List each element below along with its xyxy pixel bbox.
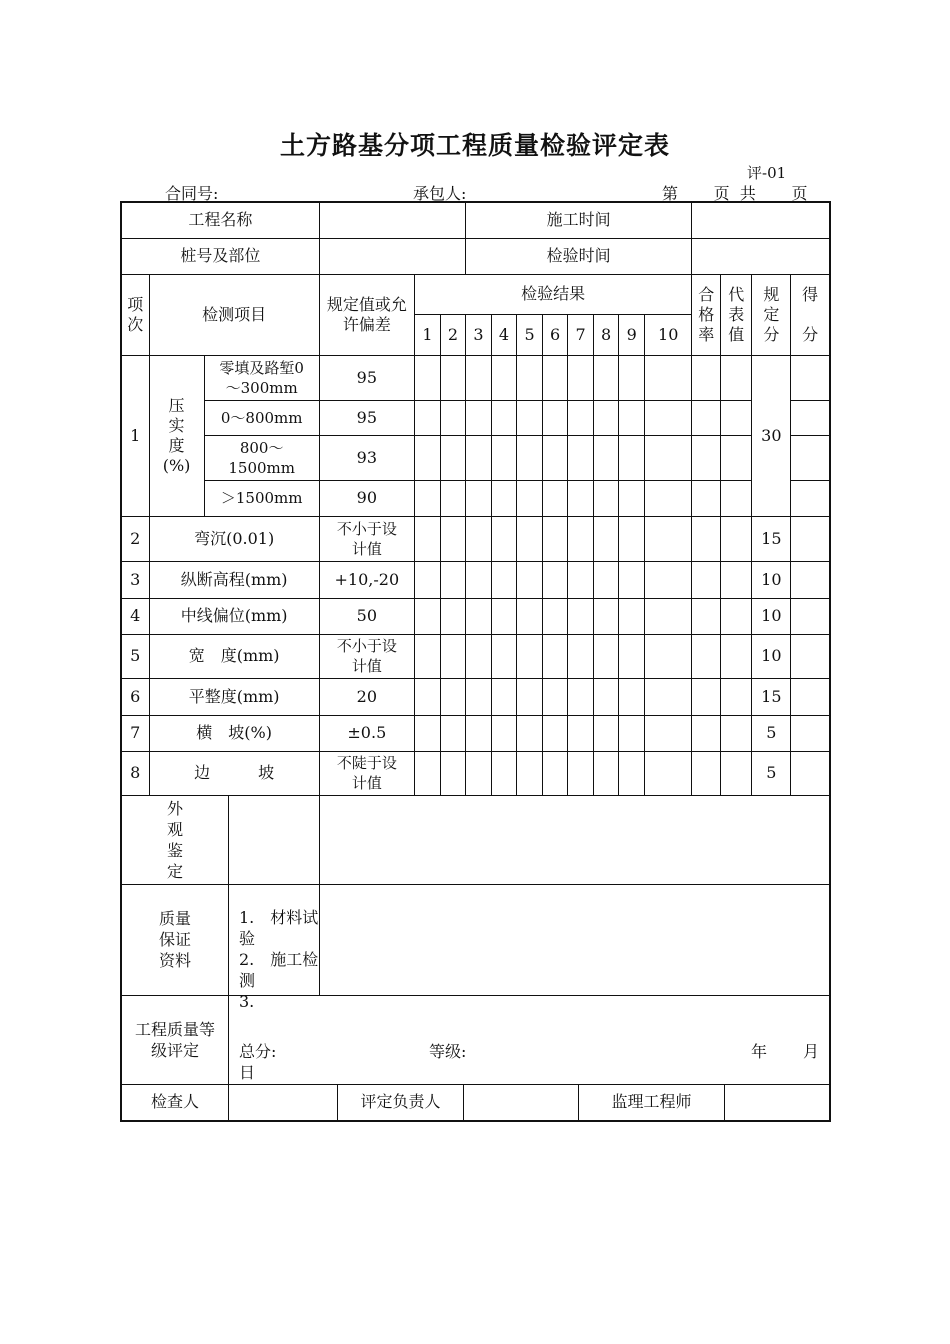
month-label: 月 [803, 1041, 820, 1061]
score-cell[interactable] [791, 751, 830, 795]
compaction-item-2: 0～800mm [204, 400, 319, 435]
result-cell[interactable] [517, 480, 543, 516]
result-cell[interactable] [645, 435, 692, 480]
result-cell[interactable] [517, 516, 543, 561]
result-cell[interactable] [465, 355, 491, 400]
result-cell[interactable] [492, 598, 517, 634]
compaction-item-1: 零填及路堑0～300mm [204, 355, 319, 400]
item-name-4: 中线偏位(mm) [149, 598, 319, 634]
result-col-10: 10 [645, 315, 692, 356]
quality-docs-list-start [228, 885, 319, 1011]
item-spec-8: 不陡于设计值 [319, 751, 414, 795]
item-name-5: 宽 度(mm) [149, 634, 319, 678]
result-cell[interactable] [543, 516, 568, 561]
inspector-value[interactable] [228, 1085, 337, 1120]
item-score-4: 10 [752, 598, 791, 634]
responsible-label: 评定负责人 [337, 1085, 463, 1120]
rep-value-cell[interactable] [721, 516, 752, 561]
result-cell[interactable] [440, 751, 465, 795]
result-cell[interactable] [543, 598, 568, 634]
result-cell[interactable] [517, 561, 543, 598]
item-name-8: 边 坡 [149, 751, 319, 795]
result-cell[interactable] [568, 678, 594, 715]
result-col-6: 6 [543, 315, 568, 356]
rep-value-cell[interactable] [721, 678, 752, 715]
result-cell[interactable] [619, 400, 645, 435]
result-col-7: 7 [568, 315, 594, 356]
day-label: 日 [239, 1062, 256, 1082]
evaluation-table [120, 201, 831, 1122]
result-cell[interactable] [543, 435, 568, 480]
result-cell[interactable] [517, 751, 543, 795]
pass-rate-cell[interactable] [692, 400, 721, 435]
result-cell[interactable] [414, 598, 440, 634]
station-part-label: 桩号及部位 [121, 238, 319, 274]
page-ye2: 页 [791, 184, 808, 203]
result-cell[interactable] [440, 435, 465, 480]
item-score-2: 15 [752, 516, 791, 561]
result-cell[interactable] [414, 678, 440, 715]
item-spec-5: 不小于设计值 [319, 634, 414, 678]
result-col-2: 2 [440, 315, 465, 356]
result-cell[interactable] [594, 678, 619, 715]
result-cell[interactable] [594, 355, 619, 400]
col-score: 得分 [791, 274, 830, 355]
inspector-label: 检查人 [150, 1092, 199, 1111]
appearance-label-cell [121, 795, 319, 884]
pass-rate-cell[interactable] [692, 715, 721, 751]
inspection-time-label: 检验时间 [465, 238, 691, 274]
result-cell[interactable] [517, 435, 543, 480]
result-cell[interactable] [440, 634, 465, 678]
result-cell[interactable] [568, 435, 594, 480]
result-cell[interactable] [414, 480, 440, 516]
result-cell[interactable] [619, 355, 645, 400]
result-cell[interactable] [645, 678, 692, 715]
grading-area[interactable] [228, 996, 829, 1084]
col-spec: 规定值或允许偏差 [319, 274, 414, 355]
result-cell[interactable] [568, 400, 594, 435]
item-no-7: 7 [121, 715, 149, 751]
col-rep-value: 代表值 [721, 274, 752, 355]
result-cell[interactable] [645, 400, 692, 435]
total-score-label: 总分: [239, 1041, 277, 1061]
item-spec-3: +10,-20 [319, 561, 414, 598]
construction-time-label: 施工时间 [465, 202, 691, 238]
signature-row [121, 1084, 830, 1121]
page-gong: 共 [739, 184, 756, 203]
result-cell[interactable] [543, 355, 568, 400]
result-cell[interactable] [594, 561, 619, 598]
item-no-1: 1 [121, 355, 149, 516]
result-cell[interactable] [594, 516, 619, 561]
form-title: 土方路基分项工程质量检验评定表 [279, 131, 670, 160]
result-cell[interactable] [414, 355, 440, 400]
col-results: 检验结果 [414, 274, 691, 315]
pass-rate-cell[interactable] [692, 480, 721, 516]
col-inspection-item: 检测项目 [149, 274, 319, 355]
rep-value-cell[interactable] [721, 355, 752, 400]
compaction-item-3: 800～1500mm [204, 435, 319, 480]
page-ye: 页 [713, 184, 730, 203]
result-cell[interactable] [414, 516, 440, 561]
score-cell[interactable] [791, 678, 830, 715]
result-cell[interactable] [492, 480, 517, 516]
result-cell[interactable] [440, 400, 465, 435]
result-cell[interactable] [517, 598, 543, 634]
contractor-label: 承包人: [413, 184, 467, 203]
form-number: 评-01 [747, 164, 787, 182]
result-col-3: 3 [465, 315, 491, 356]
compaction-spec-1: 95 [319, 355, 414, 400]
inspection-time-value[interactable] [692, 238, 830, 274]
col-spec-score: 规定分 [752, 274, 791, 355]
result-cell[interactable] [465, 400, 491, 435]
result-cell[interactable] [568, 516, 594, 561]
result-cell[interactable] [414, 634, 440, 678]
result-cell[interactable] [440, 355, 465, 400]
quality-doc-1: 1. 材料试验 [239, 907, 319, 948]
result-cell[interactable] [645, 516, 692, 561]
result-cell[interactable] [645, 751, 692, 795]
item-score-8: 5 [752, 751, 791, 795]
result-cell[interactable] [440, 561, 465, 598]
compaction-spec-2: 95 [319, 400, 414, 435]
result-cell[interactable] [465, 715, 491, 751]
result-cell[interactable] [465, 435, 491, 480]
result-cell[interactable] [543, 400, 568, 435]
result-cell[interactable] [465, 480, 491, 516]
col-item-no: 项次 [121, 274, 149, 355]
item-name-7: 横 坡(%) [149, 715, 319, 751]
result-cell[interactable] [543, 561, 568, 598]
item-no-4: 4 [121, 598, 149, 634]
item-no-3: 3 [121, 561, 149, 598]
result-cell[interactable] [543, 480, 568, 516]
pass-rate-cell[interactable] [692, 435, 721, 480]
supervisor-value[interactable] [724, 1085, 829, 1120]
result-cell[interactable] [594, 435, 619, 480]
rep-value-cell[interactable] [721, 561, 752, 598]
result-cell[interactable] [492, 561, 517, 598]
result-cell[interactable] [619, 480, 645, 516]
col-pass-rate: 合格率 [692, 274, 721, 355]
result-cell[interactable] [543, 634, 568, 678]
page-di: 第 [662, 184, 679, 203]
quality-doc-2: 2. 施工检测 [239, 949, 319, 990]
item-score-7: 5 [752, 715, 791, 751]
result-cell[interactable] [517, 355, 543, 400]
construction-time-value[interactable] [692, 202, 830, 238]
result-cell[interactable] [645, 598, 692, 634]
result-cell[interactable] [645, 480, 692, 516]
score-cell[interactable] [791, 634, 830, 678]
item-name-6: 平整度(mm) [149, 678, 319, 715]
item-name-3: 纵断高程(mm) [149, 561, 319, 598]
grading-cell [121, 995, 830, 1084]
result-cell[interactable] [465, 598, 491, 634]
result-cell[interactable] [517, 715, 543, 751]
result-cell[interactable] [645, 561, 692, 598]
rep-value-cell[interactable] [721, 634, 752, 678]
result-cell[interactable] [465, 678, 491, 715]
supervisor-label: 监理工程师 [578, 1085, 724, 1120]
result-cell[interactable] [619, 598, 645, 634]
result-cell[interactable] [492, 715, 517, 751]
result-cell[interactable] [594, 715, 619, 751]
result-cell[interactable] [645, 715, 692, 751]
rep-value-cell[interactable] [721, 751, 752, 795]
result-col-9: 9 [619, 315, 645, 356]
quality-docs-label: 质量保证资料 [158, 909, 191, 970]
rep-value-cell[interactable] [721, 715, 752, 751]
pass-rate-cell[interactable] [692, 561, 721, 598]
result-cell[interactable] [465, 751, 491, 795]
result-cell[interactable] [619, 561, 645, 598]
result-cell[interactable] [619, 634, 645, 678]
result-cell[interactable] [517, 634, 543, 678]
pass-rate-cell[interactable] [692, 355, 721, 400]
result-cell[interactable] [645, 634, 692, 678]
rep-value-cell[interactable] [721, 480, 752, 516]
result-cell[interactable] [594, 598, 619, 634]
score-cell[interactable] [791, 400, 830, 435]
score-cell[interactable] [791, 715, 830, 751]
compaction-score: 30 [752, 355, 791, 516]
grading-label: 工程质量等级评定 [135, 1019, 216, 1060]
item-no-6: 6 [121, 678, 149, 715]
result-cell[interactable] [594, 634, 619, 678]
result-cell[interactable] [568, 598, 594, 634]
result-cell[interactable] [568, 751, 594, 795]
pass-rate-cell[interactable] [692, 516, 721, 561]
pass-rate-cell[interactable] [692, 751, 721, 795]
item-spec-6: 20 [319, 678, 414, 715]
grade-label: 等级: [429, 1041, 467, 1061]
rep-value-cell[interactable] [721, 400, 752, 435]
result-cell[interactable] [568, 561, 594, 598]
result-cell[interactable] [568, 715, 594, 751]
result-cell[interactable] [440, 598, 465, 634]
score-cell[interactable] [791, 598, 830, 634]
result-cell[interactable] [568, 355, 594, 400]
result-cell[interactable] [492, 751, 517, 795]
station-part-value[interactable] [319, 238, 465, 274]
quality-docs-cell [121, 884, 319, 1011]
item-no-8: 8 [121, 751, 149, 795]
quality-doc-3: 3. [239, 991, 255, 1011]
result-cell[interactable] [414, 715, 440, 751]
result-cell[interactable] [619, 715, 645, 751]
score-cell[interactable] [791, 561, 830, 598]
result-cell[interactable] [492, 516, 517, 561]
year-label: 年 [751, 1041, 768, 1061]
result-cell[interactable] [543, 715, 568, 751]
result-cell[interactable] [543, 751, 568, 795]
result-cell[interactable] [414, 435, 440, 480]
result-cell[interactable] [492, 678, 517, 715]
result-cell[interactable] [492, 400, 517, 435]
compaction-item-4: ＞1500mm [204, 480, 319, 516]
result-cell[interactable] [619, 751, 645, 795]
item-score-3: 10 [752, 561, 791, 598]
item-score-6: 15 [752, 678, 791, 715]
result-cell[interactable] [517, 678, 543, 715]
result-cell[interactable] [594, 751, 619, 795]
result-col-1: 1 [414, 315, 440, 356]
result-cell[interactable] [645, 355, 692, 400]
quality-docs-value[interactable] [319, 884, 830, 995]
result-col-5: 5 [517, 315, 543, 356]
result-cell[interactable] [492, 435, 517, 480]
result-cell[interactable] [619, 516, 645, 561]
compaction-spec-4: 90 [319, 480, 414, 516]
pass-rate-cell[interactable] [692, 678, 721, 715]
score-cell[interactable] [791, 516, 830, 561]
rep-value-cell[interactable] [721, 435, 752, 480]
result-cell[interactable] [594, 480, 619, 516]
result-cell[interactable] [517, 400, 543, 435]
responsible-value[interactable] [463, 1085, 578, 1120]
project-name-label: 工程名称 [121, 202, 319, 238]
item-spec-4: 50 [319, 598, 414, 634]
result-col-4: 4 [492, 315, 517, 356]
result-cell[interactable] [465, 516, 491, 561]
project-name-value[interactable] [319, 202, 465, 238]
pass-rate-cell[interactable] [692, 598, 721, 634]
appearance-label: 外观鉴定 [166, 798, 183, 881]
contract-number-label: 合同号: [165, 184, 219, 203]
score-cell[interactable] [791, 435, 830, 480]
item-no-2: 2 [121, 516, 149, 561]
result-cell[interactable] [568, 480, 594, 516]
compaction-label: 压实度(%) [149, 355, 204, 516]
item-spec-7: ±0.5 [319, 715, 414, 751]
compaction-spec-3: 93 [319, 435, 414, 480]
result-cell[interactable] [568, 634, 594, 678]
result-cell[interactable] [492, 634, 517, 678]
item-name-2: 弯沉(0.01) [149, 516, 319, 561]
result-cell[interactable] [440, 516, 465, 561]
result-cell[interactable] [440, 715, 465, 751]
appearance-value[interactable] [319, 795, 830, 884]
item-score-5: 10 [752, 634, 791, 678]
score-cell[interactable] [791, 480, 830, 516]
result-cell[interactable] [440, 480, 465, 516]
result-cell[interactable] [414, 400, 440, 435]
result-cell[interactable] [619, 435, 645, 480]
result-cell[interactable] [543, 678, 568, 715]
appearance-value-start[interactable] [228, 796, 319, 884]
result-cell[interactable] [414, 751, 440, 795]
result-cell[interactable] [594, 400, 619, 435]
item-no-5: 5 [121, 634, 149, 678]
rep-value-cell[interactable] [721, 598, 752, 634]
result-col-8: 8 [594, 315, 619, 356]
result-cell[interactable] [619, 678, 645, 715]
score-cell[interactable] [791, 355, 830, 400]
item-spec-2: 不小于设计值 [319, 516, 414, 561]
result-cell[interactable] [414, 561, 440, 598]
pass-rate-cell[interactable] [692, 634, 721, 678]
result-cell[interactable] [465, 634, 491, 678]
result-cell[interactable] [465, 561, 491, 598]
result-cell[interactable] [440, 678, 465, 715]
result-cell[interactable] [492, 355, 517, 400]
